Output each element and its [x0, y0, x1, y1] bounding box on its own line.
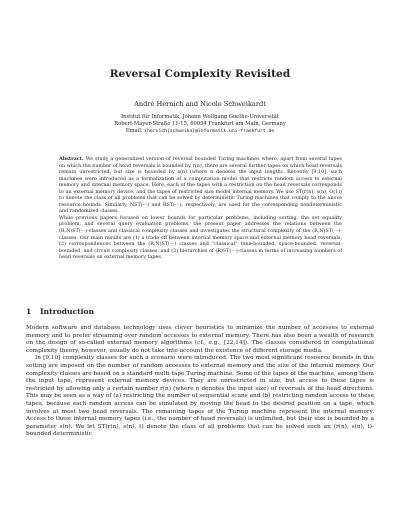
body-text — [26, 325, 374, 439]
paper-authors: André Hernich and Nicole Schweikardt — [134, 100, 266, 108]
body-paragraph-1: Modern software and database technology uses clever heuristics to minimize the number of accesses to external memory and to prefer streaming over random accesses to external memory. There has also been a wealth of research on the design of so-called external memory algorithms (cf., e.g., [22,14]). The classes considered in computational complexity theory, however, usually do not take into account the existence of different storage media. — [26, 325, 374, 354]
abstract-paragraph-2: While previous papers focused on lower bounds for particular problems, including sorting, the set equality problem, and several query evaluation problems, the present paper addresses the relations between the (R,N)ST(···)-classes and classical complexity classes and investigates the structural complexity of the (R,N)ST(···)-classes. Our main results are (1) a trade-off between internal memory space and external memory head reversals, (2) correspondences between the (R,N)ST(···) classes and “classical” time-bounded, space-bounded, reversal-bounded, and circuit complexity classes, and (3) hierarchies of (R)ST(···)-classes in terms of increasing numbers of head reversals on external memory tapes. — [59, 214, 342, 261]
email-label: Email: — [125, 127, 143, 134]
section-heading — [26, 307, 94, 316]
email-line — [0, 128, 400, 136]
paper-title: Reversal Complexity Revisited — [109, 68, 291, 80]
affiliation-line-2: Robert-Mayer-Straße 11-15, 60054 Frankfurt am Main, Germany — [114, 120, 286, 127]
affiliation-block — [0, 114, 400, 135]
email-address: {hernich|schweika}@informatik.uni-frankfurt.de — [144, 128, 275, 134]
section-number: 1 — [26, 307, 32, 316]
affiliation-line-1: Institut für Informatik, Johann Wolfgang Goethe-Universität — [121, 114, 279, 120]
abstract-block — [59, 156, 342, 261]
abstract-paragraph-1 — [59, 156, 342, 215]
body-paragraph-2: In [9,10] complexity classes for such a scenario were introduced. The two most significant resource bounds in this setting are imposed on the number of random accesses to external memory and the size of the internal memory. Our complexity classes are based on a standard multi-tape Turing machine. Some of the tapes of the machine, among them the input tape, represent external memory devices. They are unrestricted in size, but access to these tapes is restricted by allowing only a certain number r(n) (where n denotes the input size) of reversals of the head directions. This may be seen as a way of (a) restricting the number of sequential scans and (b) restricting random access to these tapes, because each random access can be simulated by moving the head to the desired position on a tape, which involves at most two head reversals. The remaining tapes of the Turing machine represent the internal memory. Access to these internal memory tapes (i.e., the number of head reversals) is unlimited, but their size is bounded by a parameter s(n). We let ST(r(n), s(n), t) denote the class of all problems that can be solved such an (r(n), s(n), t)-bounded deterministic — [26, 355, 374, 438]
section-title: Introduction — [40, 307, 95, 316]
abstract-label: Abstract. — [59, 156, 84, 162]
abstract-text-1: We study a generalized version of reversal bounded Turing machines where, apart from several tapes on which the number of head reversals is bounded by r(n), there are several further tapes on which head reversals remain unrestricted, but size is bounded by s(n) (where n denotes the input length). Recently [9,10], such machines were introduced as a formalization of a computation model that restricts random access to external memory and internal memory space. Here, each of the tapes with a restriction on the head reversals corresponds to an external memory device, and the tapes of restricted size model internal memory. We use ST(r(n), s(n), O(1)) to denote the class of all problems that can be solved by deterministic Turing machines that comply to the above resource bounds. Similarly, NST(···) and RST(···), respectively, are used for the corresponding nondeterministic and randomized classes. — [59, 156, 342, 215]
